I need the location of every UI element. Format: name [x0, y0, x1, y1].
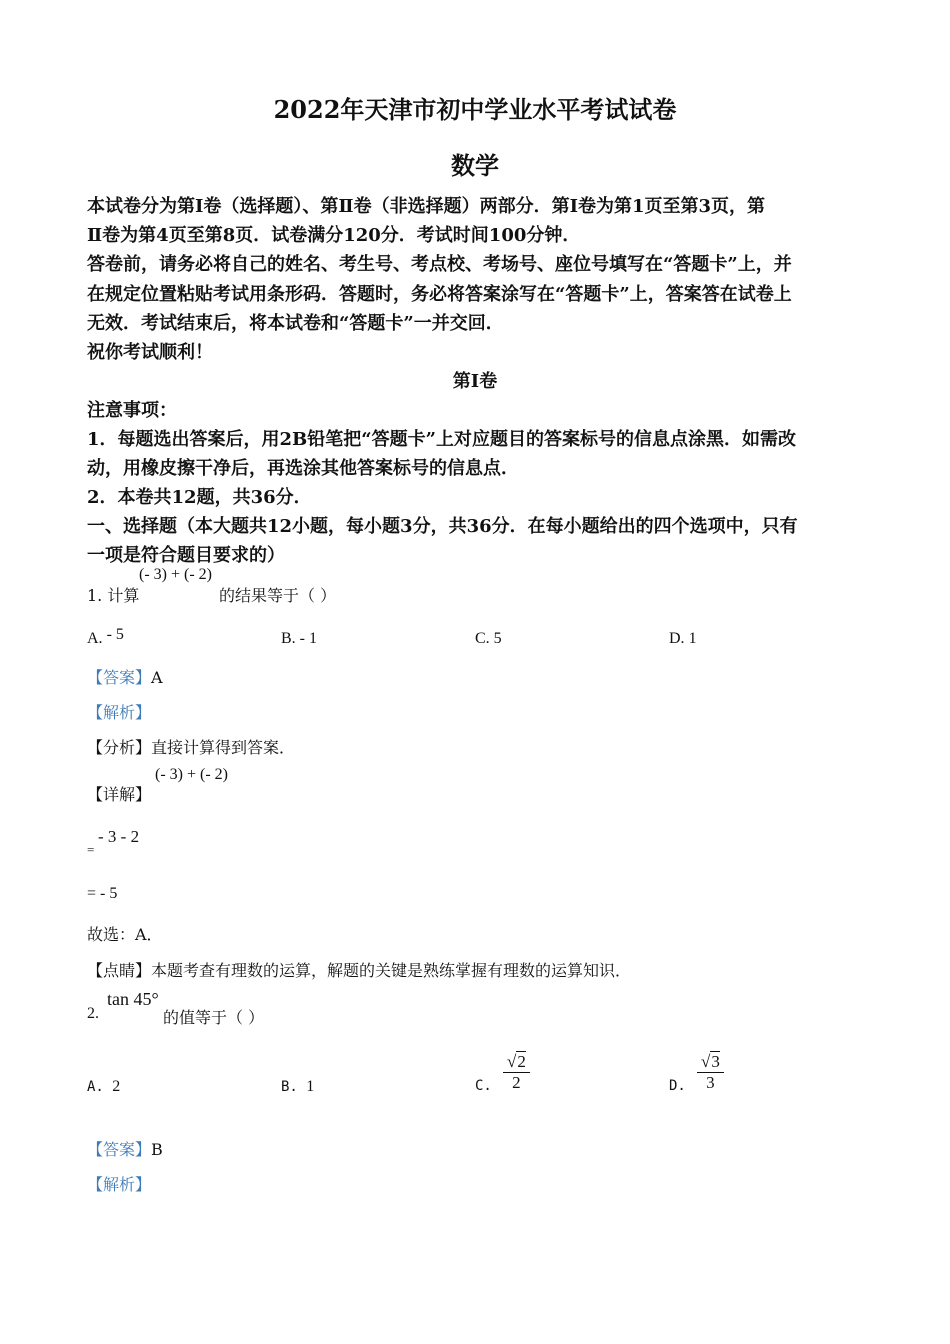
- document-title: 2022年天津市初中学业水平考试试卷: [273, 95, 677, 124]
- part-heading-line: 一项是符合题目要求的）: [87, 545, 285, 566]
- q2-expression: tan 45°: [107, 989, 159, 1009]
- answer-value: A: [151, 668, 163, 687]
- option-label: B.: [281, 1079, 298, 1095]
- q1-step1: - 3 - 2: [98, 827, 140, 846]
- fenxi-text: 直接计算得到答案．: [151, 738, 296, 757]
- intro-line: 本试卷分为第Ⅰ卷（选择题）、第Ⅱ卷（非选择题）两部分．第Ⅰ卷为第1页至第3页，第: [87, 196, 766, 217]
- answer-tag: 【答案】: [87, 668, 152, 687]
- q2-option-a: [87, 1078, 120, 1096]
- q1-detail-expression: (- 3) + (- 2): [155, 766, 228, 783]
- q1-dianjing: [87, 958, 631, 981]
- q1-fenxi: [87, 735, 295, 758]
- q1-choose: 故选：A．: [87, 925, 163, 944]
- sqrt-icon: √: [507, 1052, 517, 1071]
- option-value: 1: [688, 630, 697, 647]
- note-line: 动，用橡皮擦干净后，再选涂其他答案标号的信息点．: [87, 458, 519, 479]
- sqrt-icon: √: [701, 1052, 711, 1071]
- option-value: 2: [112, 1078, 121, 1095]
- q2-answer: [87, 1137, 163, 1160]
- intro-line: Ⅱ卷为第4页至第8页．试卷满分120分．考试时间100分钟．: [87, 225, 581, 246]
- q1-answer: [87, 665, 163, 688]
- q1-option-d: [669, 630, 697, 648]
- fraction-numerator: 2: [517, 1052, 526, 1071]
- fraction-denominator: 3: [706, 1073, 715, 1092]
- option-label: A.: [87, 630, 103, 647]
- q1-option-a: [87, 626, 124, 648]
- fraction-numerator: 3: [711, 1052, 720, 1071]
- q1-expression: (- 3) + (- 2): [139, 566, 212, 583]
- q2-option-b: [281, 1078, 314, 1096]
- subject-title: 数学: [451, 151, 499, 180]
- q2-option-c-fraction: [503, 1052, 530, 1093]
- answer-value: B: [151, 1140, 163, 1159]
- q1-suffix: 的结果等于（ ）: [219, 586, 337, 605]
- q1-step1-equals: =: [87, 842, 95, 857]
- option-value: - 5: [106, 626, 124, 643]
- notes-title: 注意事项：: [87, 400, 177, 421]
- q2-option-c-label: C.: [475, 1078, 492, 1094]
- intro-line: 在规定位置粘贴考试用条形码．答题时，务必将答案涂写在“答题卡”上，答案答在试卷上: [87, 284, 792, 305]
- part-heading-line: 一、选择题（本大题共12小题，每小题3分，共36分．在每小题给出的四个选项中，只有: [87, 516, 798, 537]
- q2-suffix: 的值等于（ ）: [163, 1008, 265, 1027]
- note-line: 1．每题选出答案后，用2B铅笔把“答题卡”上对应题目的答案标号的信息点涂黑．如需改: [87, 429, 796, 450]
- q1-detail-tag: 【详解】: [87, 785, 152, 804]
- option-label: B.: [281, 630, 296, 647]
- section-title: 第Ⅰ卷: [452, 371, 498, 392]
- fraction-denominator: 2: [512, 1073, 521, 1092]
- fenxi-tag: 【分析】: [87, 738, 152, 757]
- q2-option-d-label: D.: [669, 1078, 686, 1094]
- intro-line: 祝你考试顺利！: [87, 342, 213, 363]
- answer-tag: 【答案】: [87, 1140, 152, 1159]
- option-label: D.: [669, 630, 685, 647]
- note-line: 2．本卷共12题，共36分．: [87, 487, 312, 508]
- q2-prefix: 2.: [87, 1005, 99, 1022]
- q2-analysis-tag: 【解析】: [87, 1175, 152, 1194]
- option-label: C.: [475, 630, 490, 647]
- dianjing-tag: 【点睛】: [87, 961, 152, 980]
- q2-option-d-fraction: [697, 1052, 724, 1093]
- q1-option-b: [281, 630, 317, 648]
- q1-prefix: 1. 计算: [87, 586, 140, 605]
- dianjing-text: 本题考查有理数的运算，解题的关键是熟练掌握有理数的运算知识．: [151, 961, 632, 980]
- intro-line: 答卷前，请务必将自己的姓名、考生号、考点校、考场号、座位号填写在“答题卡”上，并: [87, 254, 792, 275]
- option-label: A.: [87, 1079, 104, 1095]
- q1-analysis-tag: 【解析】: [87, 703, 152, 722]
- option-value: 1: [306, 1078, 315, 1095]
- option-value: - 1: [299, 630, 317, 647]
- intro-line: 无效．考试结束后，将本试卷和“答题卡”一并交回．: [87, 313, 504, 334]
- q1-step2: = - 5: [87, 885, 118, 902]
- q1-option-c: [475, 630, 502, 648]
- option-value: 5: [493, 630, 502, 647]
